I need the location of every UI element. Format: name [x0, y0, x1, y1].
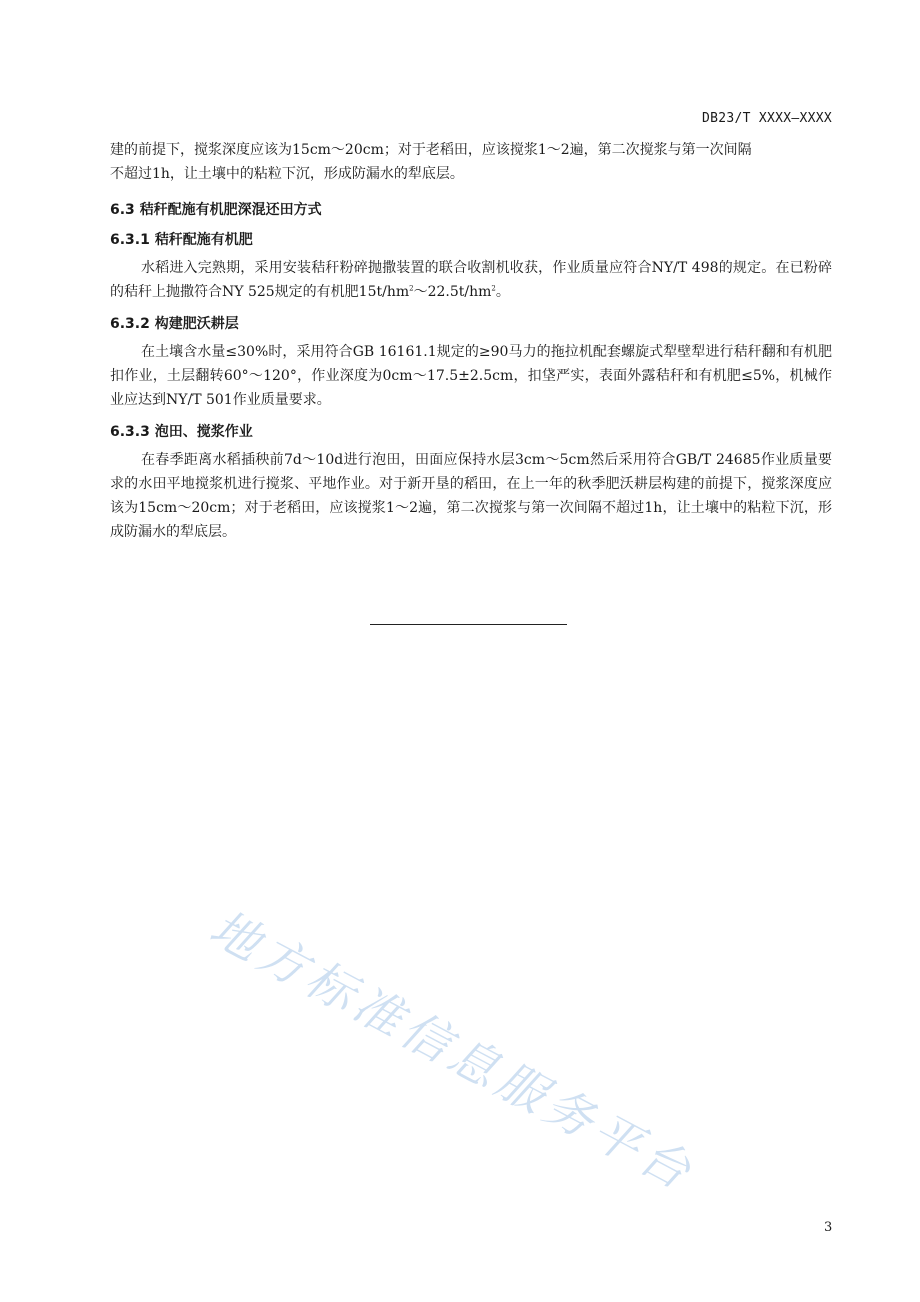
end-of-text-rule	[370, 624, 567, 625]
section-6-3-2-paragraph: 在土壤含水量≤30%时，采用符合GB 16161.1规定的≥90马力的拖拉机配套螺旋式犁壁犁进行秸秆翻和有机肥扣作业，土层翻转60°～120°，作业深度为0cm～17.5±2.5cm，扣垡严实，表面外露秸秆和有机肥≤5%，机械作业应达到NY/T 501作业质量要求。	[110, 344, 832, 408]
section-6-3-1-heading: 6.3.1 秸秆配施有机肥	[110, 232, 253, 248]
document-code-header: DB23/T XXXX—XXXX	[701, 111, 832, 126]
superscript-2-b: 2	[491, 284, 496, 293]
section-6-3-3-paragraph: 在春季距离水稻插秧前7d～10d进行泡田，田面应保持水层3cm～5cm然后采用符合GB/T 24685作业质量要求的水田平地搅浆机进行搅浆、平地作业。对于新开垦的稻田，在上一年的秋季肥沃耕层构建的前提下，搅浆深度应该为15cm～20cm；对于老稻田，应该搅浆1～2遍，第二次搅浆与第一次间隔不超过1h，让土壤中的粘粒下沉，形成防漏水的犁底层。	[110, 452, 832, 540]
section-6-3-1-text-a: 水稻进入完熟期，采用安装秸秆粉碎抛撒装置的联合收割机收获，作业质量应符合NY/T 498的规定。在已粉碎的秸秆上抛撒符合NY 525规定的有机肥15t/hm	[110, 260, 832, 300]
section-6-3-heading: 6.3 秸秆配施有机肥深混还田方式	[110, 202, 322, 218]
section-6-3-1-paragraph	[110, 256, 832, 304]
watermark-text: 地方标准信息服务平台	[200, 899, 704, 1203]
section-6-3-1-text-c: 。	[495, 284, 510, 300]
continued-paragraph-line-1: 建的前提下，搅浆深度应该为15cm～20cm；对于老稻田，应该搅浆1～2遍，第二次搅浆与第一次间隔	[110, 142, 752, 158]
section-6-3-3-heading: 6.3.3 泡田、搅浆作业	[110, 424, 253, 440]
section-6-3-1-text-b: ～22.5t/hm	[413, 284, 492, 300]
section-6-3-2-heading: 6.3.2 构建肥沃耕层	[110, 316, 239, 332]
continued-paragraph-line-2: 不超过1h，让土壤中的粘粒下沉，形成防漏水的犁底层。	[110, 166, 464, 182]
document-body	[110, 138, 832, 544]
page-number: 3	[824, 1220, 833, 1235]
superscript-2-a: 2	[409, 284, 414, 293]
